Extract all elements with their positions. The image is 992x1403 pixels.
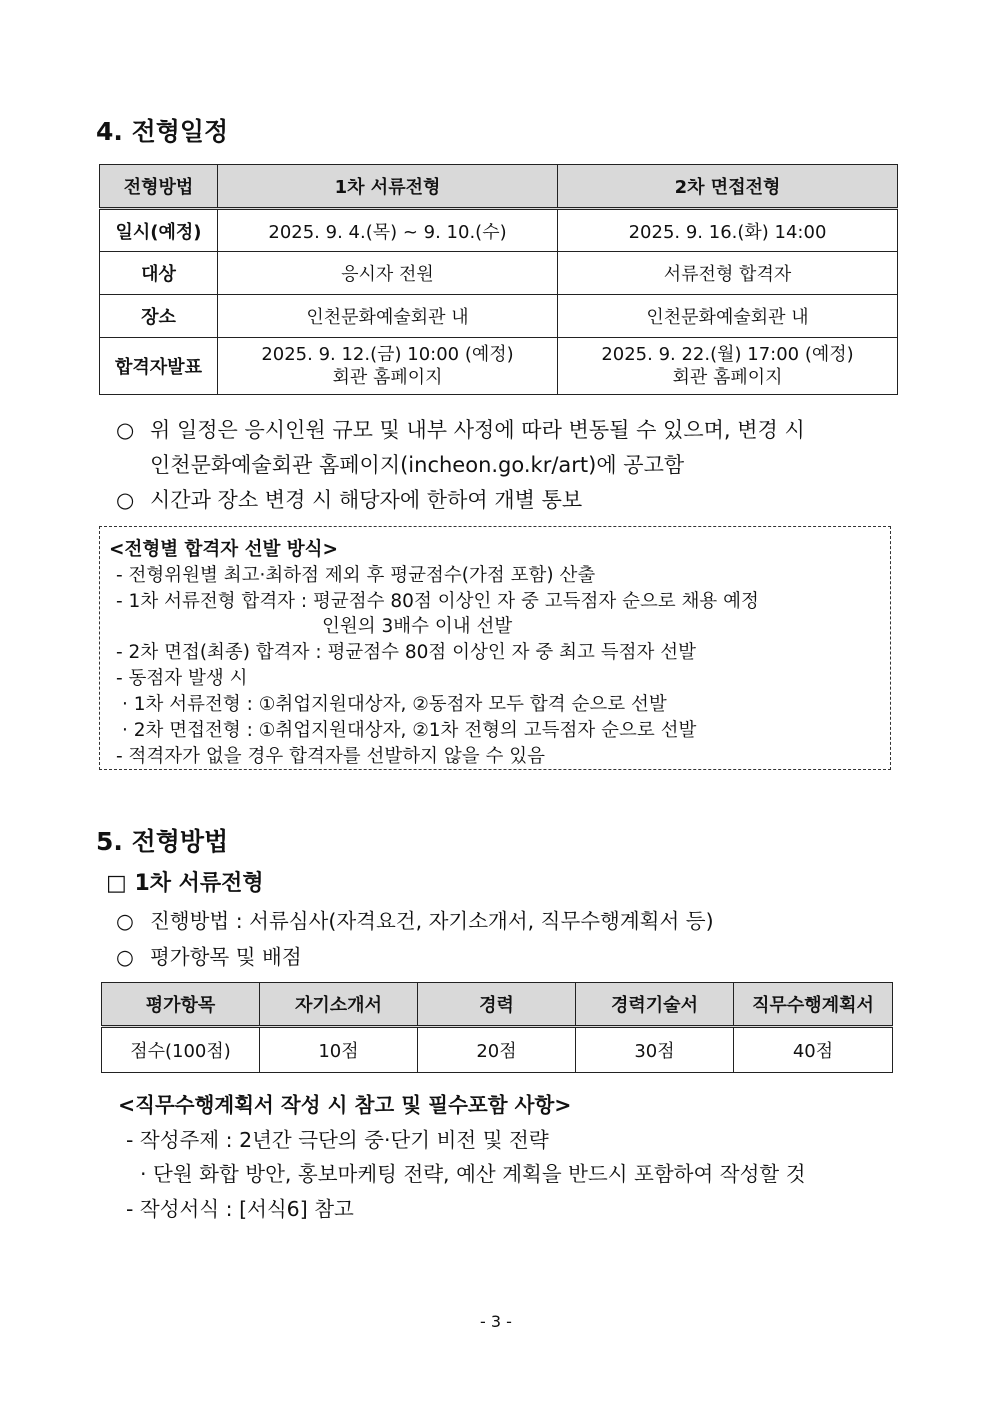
plan-line-1: - 작성주제 : 2년간 극단의 중·단기 비전 및 전략 [126, 1128, 549, 1152]
plan-line-3: - 작성서식 : [서식6] 참고 [126, 1197, 354, 1221]
stage1-date: 2025. 9. 4.(목) ~ 9. 10.(수) [218, 209, 558, 252]
score-self-intro: 10점 [260, 1027, 418, 1073]
header-career: 경력 [418, 983, 576, 1027]
score-career-desc: 30점 [576, 1027, 734, 1073]
stage2-place: 인천문화예술회관 내 [558, 295, 898, 338]
row-label-date: 일시(예정) [100, 209, 218, 252]
row-label-place: 장소 [100, 295, 218, 338]
stage1-place: 인천문화예술회관 내 [218, 295, 558, 338]
circle-bullet-icon: ○ [116, 909, 134, 933]
box-line-2b: 인원의 3배수 이내 선발 [322, 616, 513, 637]
stage2-target: 서류전형 합격자 [558, 252, 898, 295]
box-line-3: - 2차 면접(최종) 합격자 : 평균점수 80점 이상인 자 중 최고 득점자 선발 [116, 642, 696, 663]
score-career: 20점 [418, 1027, 576, 1073]
stage1-announce [218, 338, 558, 395]
schedule-table [99, 164, 898, 395]
box-line-6: · 2차 면접전형 : ①취업지원대상자, ②1차 전형의 고득점자 순으로 선발 [122, 720, 697, 741]
box-line-1: - 전형위원별 최고·최하점 제외 후 평균점수(가점 포함) 산출 [116, 565, 596, 586]
score-table [101, 982, 893, 1073]
stage2-announce-where: 회관 홈페이지 [672, 367, 783, 388]
stage1-announce-date: 2025. 9. 12.(금) 10:00 (예정) [261, 344, 514, 365]
note-individual-notice: ○ 시간과 장소 변경 시 해당자에 한하여 개별 통보 [116, 488, 583, 512]
row-label-announce: 합격자발표 [100, 338, 218, 395]
table-row [100, 209, 898, 252]
header-work-plan: 직무수행계획서 [734, 983, 893, 1027]
table-row [100, 338, 898, 395]
header-stage2: 2차 면접전형 [558, 165, 898, 209]
header-eval-item: 평가항목 [102, 983, 260, 1027]
page-number: - 3 - [480, 1312, 512, 1331]
stage2-announce [558, 338, 898, 395]
box-line-2: - 1차 서류전형 합격자 : 평균점수 80점 이상인 자 중 고득점자 순으로 채용 예정 [116, 591, 759, 612]
table-row [100, 252, 898, 295]
selection-method-box [99, 526, 891, 770]
header-self-intro: 자기소개서 [260, 983, 418, 1027]
note-schedule-change-cont: 인천문화예술회관 홈페이지(incheon.go.kr/art)에 공고함 [150, 453, 685, 477]
box-line-5: · 1차 서류전형 : ①취업지원대상자, ②동점자 모두 합격 순으로 선발 [122, 694, 667, 715]
row-label-target: 대상 [100, 252, 218, 295]
stage1-target: 응시자 전원 [218, 252, 558, 295]
circle-bullet-icon: ○ [116, 418, 135, 442]
sub-heading-stage1: □ 1차 서류전형 [106, 871, 264, 896]
method-line: ○ 진행방법 : 서류심사(자격요건, 자기소개서, 직무수행계획서 등) [116, 909, 714, 933]
plan-line-2: · 단원 화합 방안, 홍보마케팅 전략, 예산 계획을 반드시 포함하여 작성할 것 [140, 1162, 806, 1186]
header-method: 전형방법 [100, 165, 218, 209]
box-line-4: - 동점자 발생 시 [116, 668, 248, 689]
circle-bullet-icon: ○ [116, 945, 134, 969]
stage2-date: 2025. 9. 16.(화) 14:00 [558, 209, 898, 252]
header-career-desc: 경력기술서 [576, 983, 734, 1027]
section-4-heading: 4. 전형일정 [96, 117, 229, 146]
table-row [100, 295, 898, 338]
plan-title: <직무수행계획서 작성 시 참고 및 필수포함 사항> [118, 1093, 572, 1117]
stage1-announce-where: 회관 홈페이지 [332, 367, 443, 388]
score-total: 점수(100점) [102, 1027, 260, 1073]
score-work-plan: 40점 [734, 1027, 893, 1073]
note-schedule-change: ○ 위 일정은 응시인원 규모 및 내부 사정에 따라 변동될 수 있으며, 변경 시 [116, 418, 805, 442]
section-5-heading: 5. 전형방법 [96, 827, 229, 856]
table-row [102, 1027, 893, 1073]
box-line-7: - 적격자가 없을 경우 합격자를 선발하지 않을 수 있음 [116, 746, 546, 767]
box-title: <전형별 합격자 선발 방식> [109, 539, 339, 560]
items-line: ○ 평가항목 및 배점 [116, 945, 302, 969]
circle-bullet-icon: ○ [116, 488, 135, 512]
header-stage1: 1차 서류전형 [218, 165, 558, 209]
stage2-announce-date: 2025. 9. 22.(월) 17:00 (예정) [601, 344, 854, 365]
